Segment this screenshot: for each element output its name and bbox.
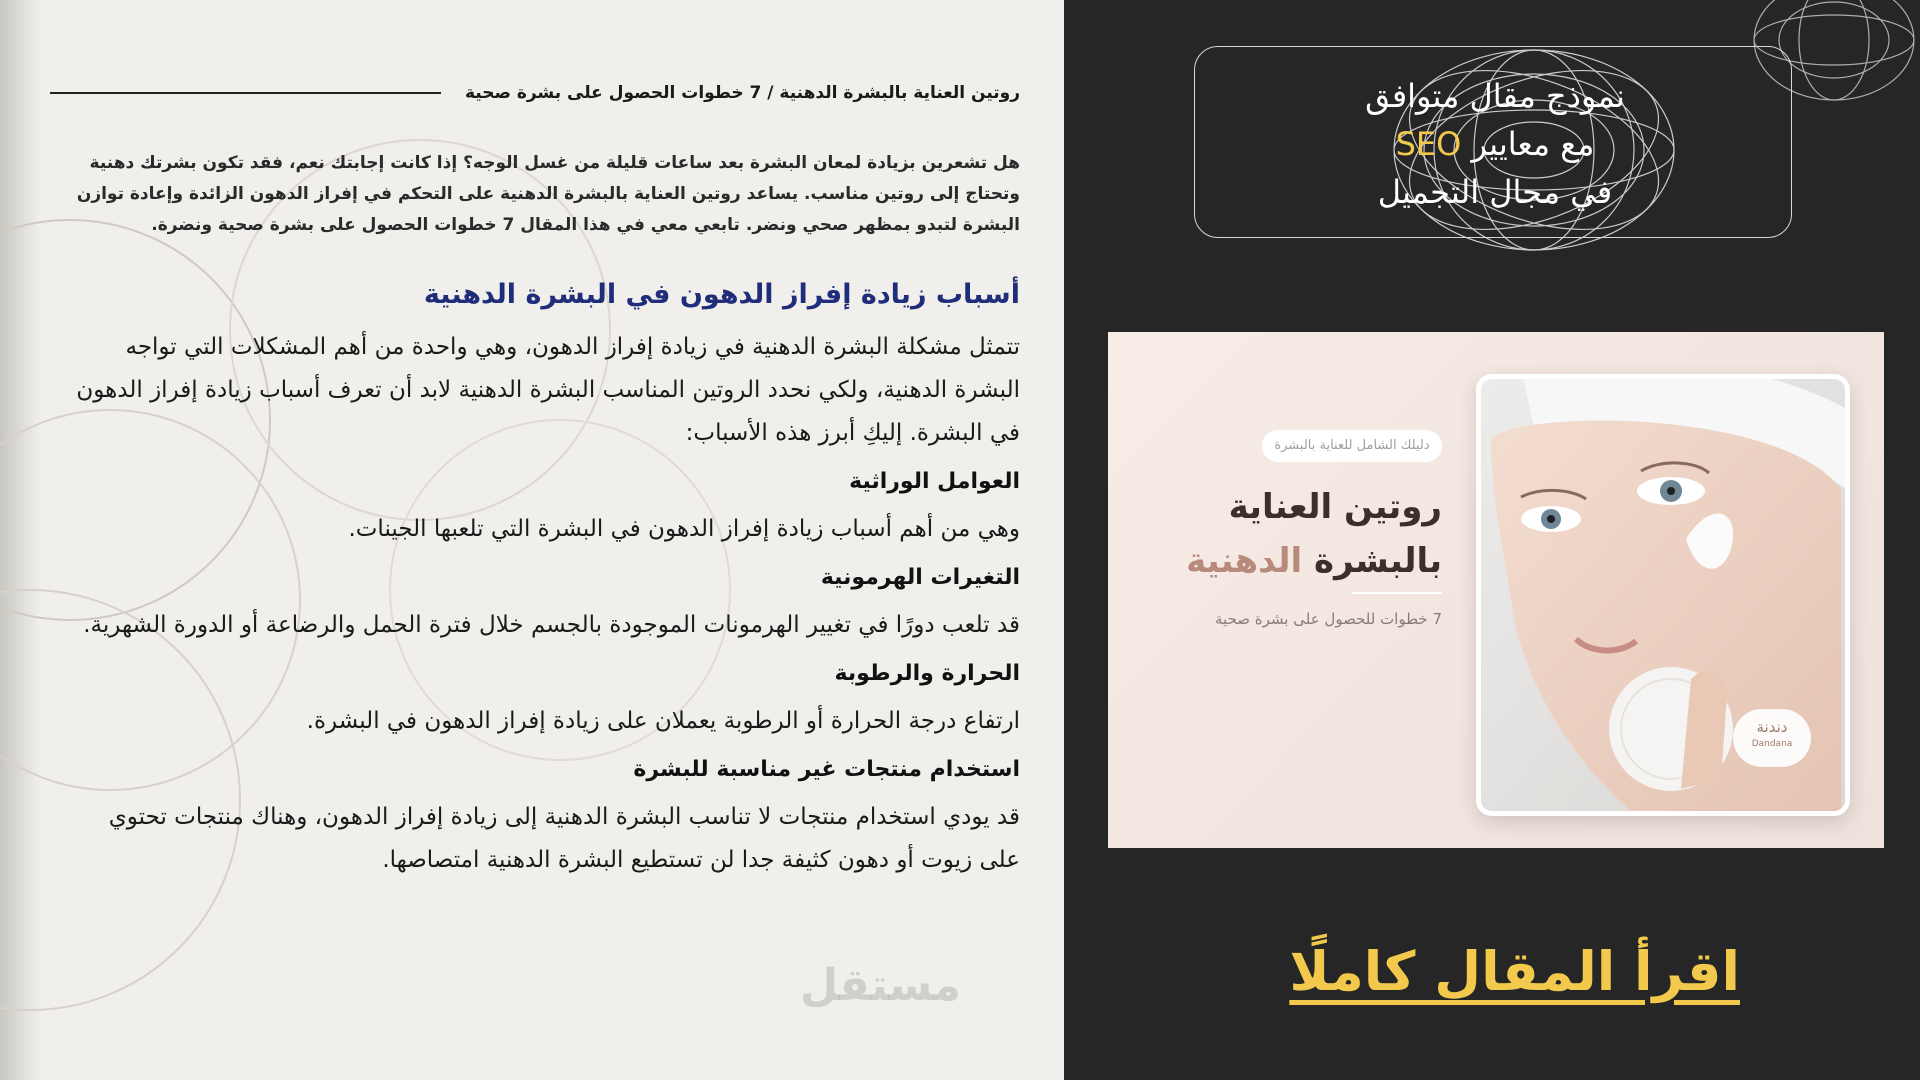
header-rule <box>50 92 441 94</box>
cause-text: قد يودي استخدام منتجات لا تناسب البشرة الدهنية إلى زيادة إفراز الدهون، وهناك منتجات تحتوي على زيوت أو دهون كثيفة جدا لن تستطيع البشرة الدهنية امتصاصها. <box>108 804 1020 873</box>
watermark-logo: مستقل <box>800 960 961 1011</box>
tag-line-1: نموذج مقال متوافق <box>1365 77 1625 115</box>
promo-title <box>1180 480 1442 588</box>
promo-title-line-1: روتين العناية <box>1228 487 1442 527</box>
skincare-photo <box>1476 374 1850 816</box>
brand-name-ar: دندنة <box>1756 718 1788 736</box>
cause-text: ارتفاع درجة الحرارة أو الرطوبة يعملان على زيادة إفراز الدهون في البشرة. <box>306 708 1020 734</box>
guide-pill: دليلك الشامل للعناية بالبشرة <box>1262 430 1442 462</box>
cause-heading: التغيرات الهرمونية <box>820 565 1020 590</box>
cause-text: وهي من أهم أسباب زيادة إفراز الدهون في البشرة التي تلعبها الجينات. <box>348 516 1020 542</box>
promo-divider <box>1352 592 1442 594</box>
section-paragraph: تتمثل مشكلة البشرة الدهنية في زيادة إفراز الدهون، وهي واحدة من أهم المشكلات التي تواجه البشرة الدهنية، ولكي نحدد الروتين المناسب البشرة الدهنية لابد أن تعرف أسباب زيادة إفراز الدهون في البشرة. إليكِ أبرز هذه الأسباب: <box>76 334 1020 446</box>
read-full-article-link[interactable]: اقرأ المقال كاملًا <box>1289 940 1740 1003</box>
seo-highlight: SEO <box>1395 125 1462 163</box>
cause-text: قد تلعب دورًا في تغيير الهرمونات الموجودة بالجسم خلال فترة الحمل والرضاعة أو الدورة الشهرية. <box>83 612 1020 638</box>
intro-paragraph: هل تشعرين بزيادة لمعان البشرة بعد ساعات قليلة من غسل الوجه؟ إذا كانت إجابتك نعم، فقد تكون بشرتك دهنية وتحتاج إلى روتين مناسب. يساعد روتين العناية بالبشرة الدهنية على التحكم في إفراز الدهون الزائدة وإعادة توازن البشرة لتبدو بمظهر صحي ونضر. تابعي معي في هذا المقال 7 خطوات الحصول على بشرة صحية ونضرة. <box>76 153 1020 235</box>
cause-heading: استخدام منتجات غير مناسبة للبشرة <box>633 757 1020 782</box>
document-body <box>50 78 1020 882</box>
section-heading: أسباب زيادة إفراز الدهون في البشرة الدهنية <box>423 279 1020 310</box>
cause-heading: العوامل الوراثية <box>849 469 1020 494</box>
tag-line-2 <box>1330 120 1660 168</box>
promo-title-line-2-text: بالبشرة <box>1314 541 1442 581</box>
brand-badge <box>1733 717 1811 751</box>
cause-heading: الحرارة والرطوبة <box>834 661 1020 686</box>
promo-subtitle: 7 خطوات للحصول على بشرة صحية <box>1215 610 1442 628</box>
promo-title-accent: الدهنية <box>1186 541 1303 581</box>
tag-label <box>1330 72 1660 216</box>
tag-line-3: في مجال التجميل <box>1377 173 1613 211</box>
tag-line-2-text: مع معايير <box>1471 125 1595 163</box>
document-title: روتين العناية بالبشرة الدهنية / 7 خطوات الحصول على بشرة صحية <box>464 83 1020 103</box>
brand-name-en: Dandana <box>1751 739 1793 749</box>
promo-title-line-2 <box>1180 534 1442 588</box>
document-header <box>50 78 1020 108</box>
